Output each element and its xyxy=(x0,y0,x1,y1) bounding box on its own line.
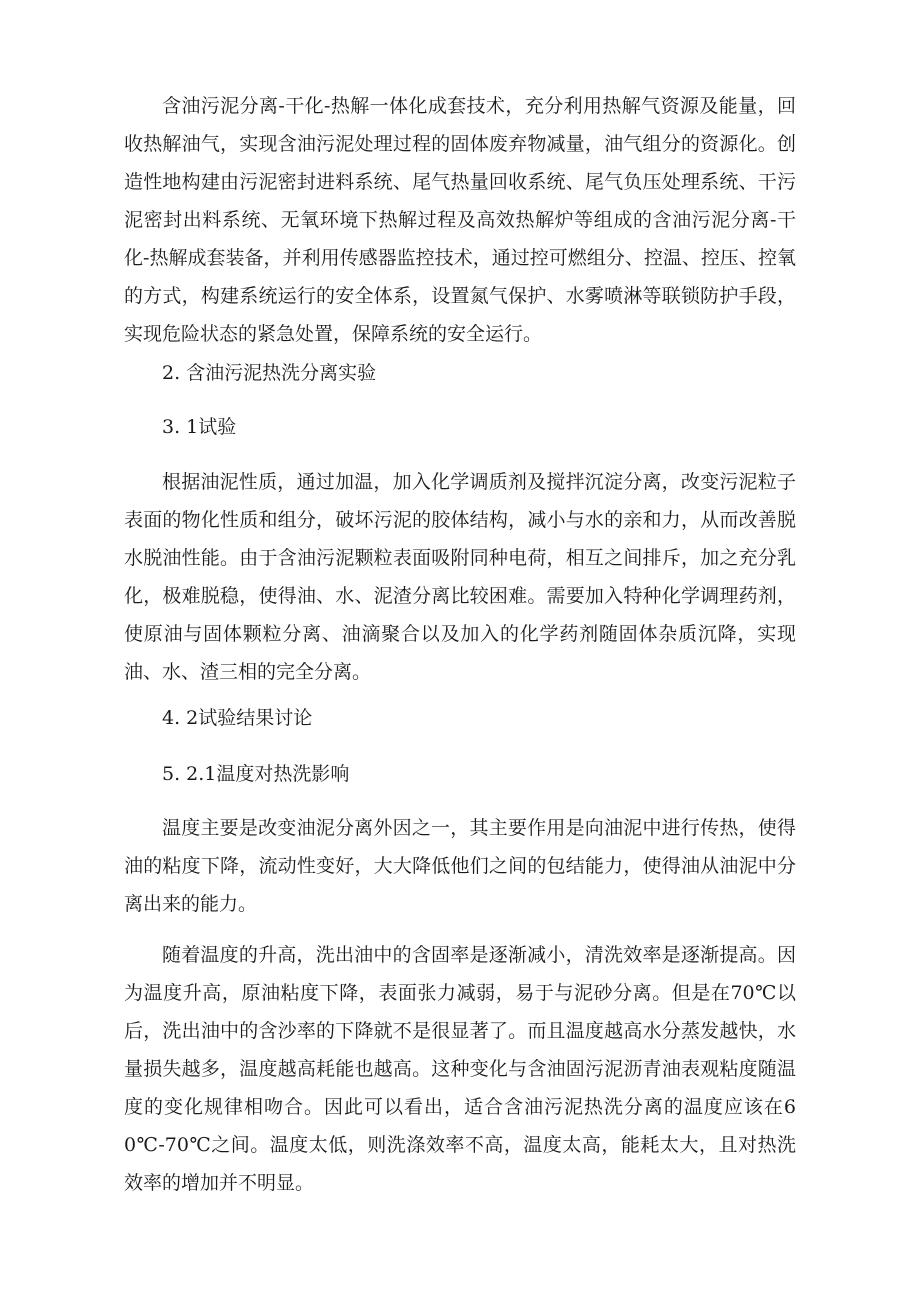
section-heading-results-discussion: 4. 2试验结果讨论 xyxy=(162,707,313,729)
section-heading-hot-wash-experiment: 2. 含油污泥热洗分离实验 xyxy=(162,362,377,384)
section-heading-temperature-effect: 5. 2.1温度对热洗影响 xyxy=(162,763,350,785)
body-paragraph-test-method: 根据油泥性质，通过加温，加入化学调质剂及搅拌沉淀分离，改变污泥粒子表面的物化性质和组分，破坏污泥的胶体结构，减小与水的亲和力，从而改善脱水脱油性能。由于含油污泥颗粒表面吸附同种电荷，相互之间排斥，加之充分乳化，极难脱稳，使得油、水、泥渣分离比较困难。需要加入特种化学调理药剂，使原油与固体颗粒分离、油滴聚合以及加入的化学药剂随固体杂质沉降，实现油、水、渣三相的完全分离。 xyxy=(124,471,796,683)
section-heading-test: 3. 1试验 xyxy=(162,416,237,438)
body-paragraph-pyrolysis-technology: 含油污泥分离-干化-热解一体化成套技术，充分利用热解气资源及能量，回收热解油气，实现含油污泥处理过程的固体废弃物减量，油气组分的资源化。创造性地构建由污泥密封进料系统、尾气热量回收系统、尾气负压处理系统、干污泥密封出料系统、无氧环境下热解过程及高效热解炉等组成的含油污泥分离-干化-热解成套装备，并利用传感器监控技术，通过控可燃组分、控温、控压、控氧的方式，构建系统运行的安全体系，设置氮气保护、水雾喷淋等联锁防护手段，实现危险状态的紧急处置，保障系统的安全运行。 xyxy=(124,95,796,345)
body-paragraph-temperature-results: 随着温度的升高，洗出油中的含固率是逐渐减小，清洗效率是逐渐提高。因为温度升高，原油粘度下降，表面张力减弱，易于与泥砂分离。但是在70℃以后，洗出油中的含沙率的下降就不是很显著了。而且温度越高水分蒸发越快，水量损失越多，温度越高耗能也越高。这种变化与含油固污泥沥青油表观粘度随温度的变化规律相吻合。因此可以看出，适合含油污泥热洗分离的温度应该在60℃-70℃之间。温度太低，则洗涤效率不高，温度太高，能耗太大，且对热洗效率的增加并不明显。 xyxy=(124,944,796,1194)
body-paragraph-temperature-role: 温度主要是改变油泥分离外因之一，其主要作用是向油泥中进行传热，使得油的粘度下降，流动性变好，大大降低他们之间的包结能力，使得油从油泥中分离出来的能力。 xyxy=(124,817,796,915)
